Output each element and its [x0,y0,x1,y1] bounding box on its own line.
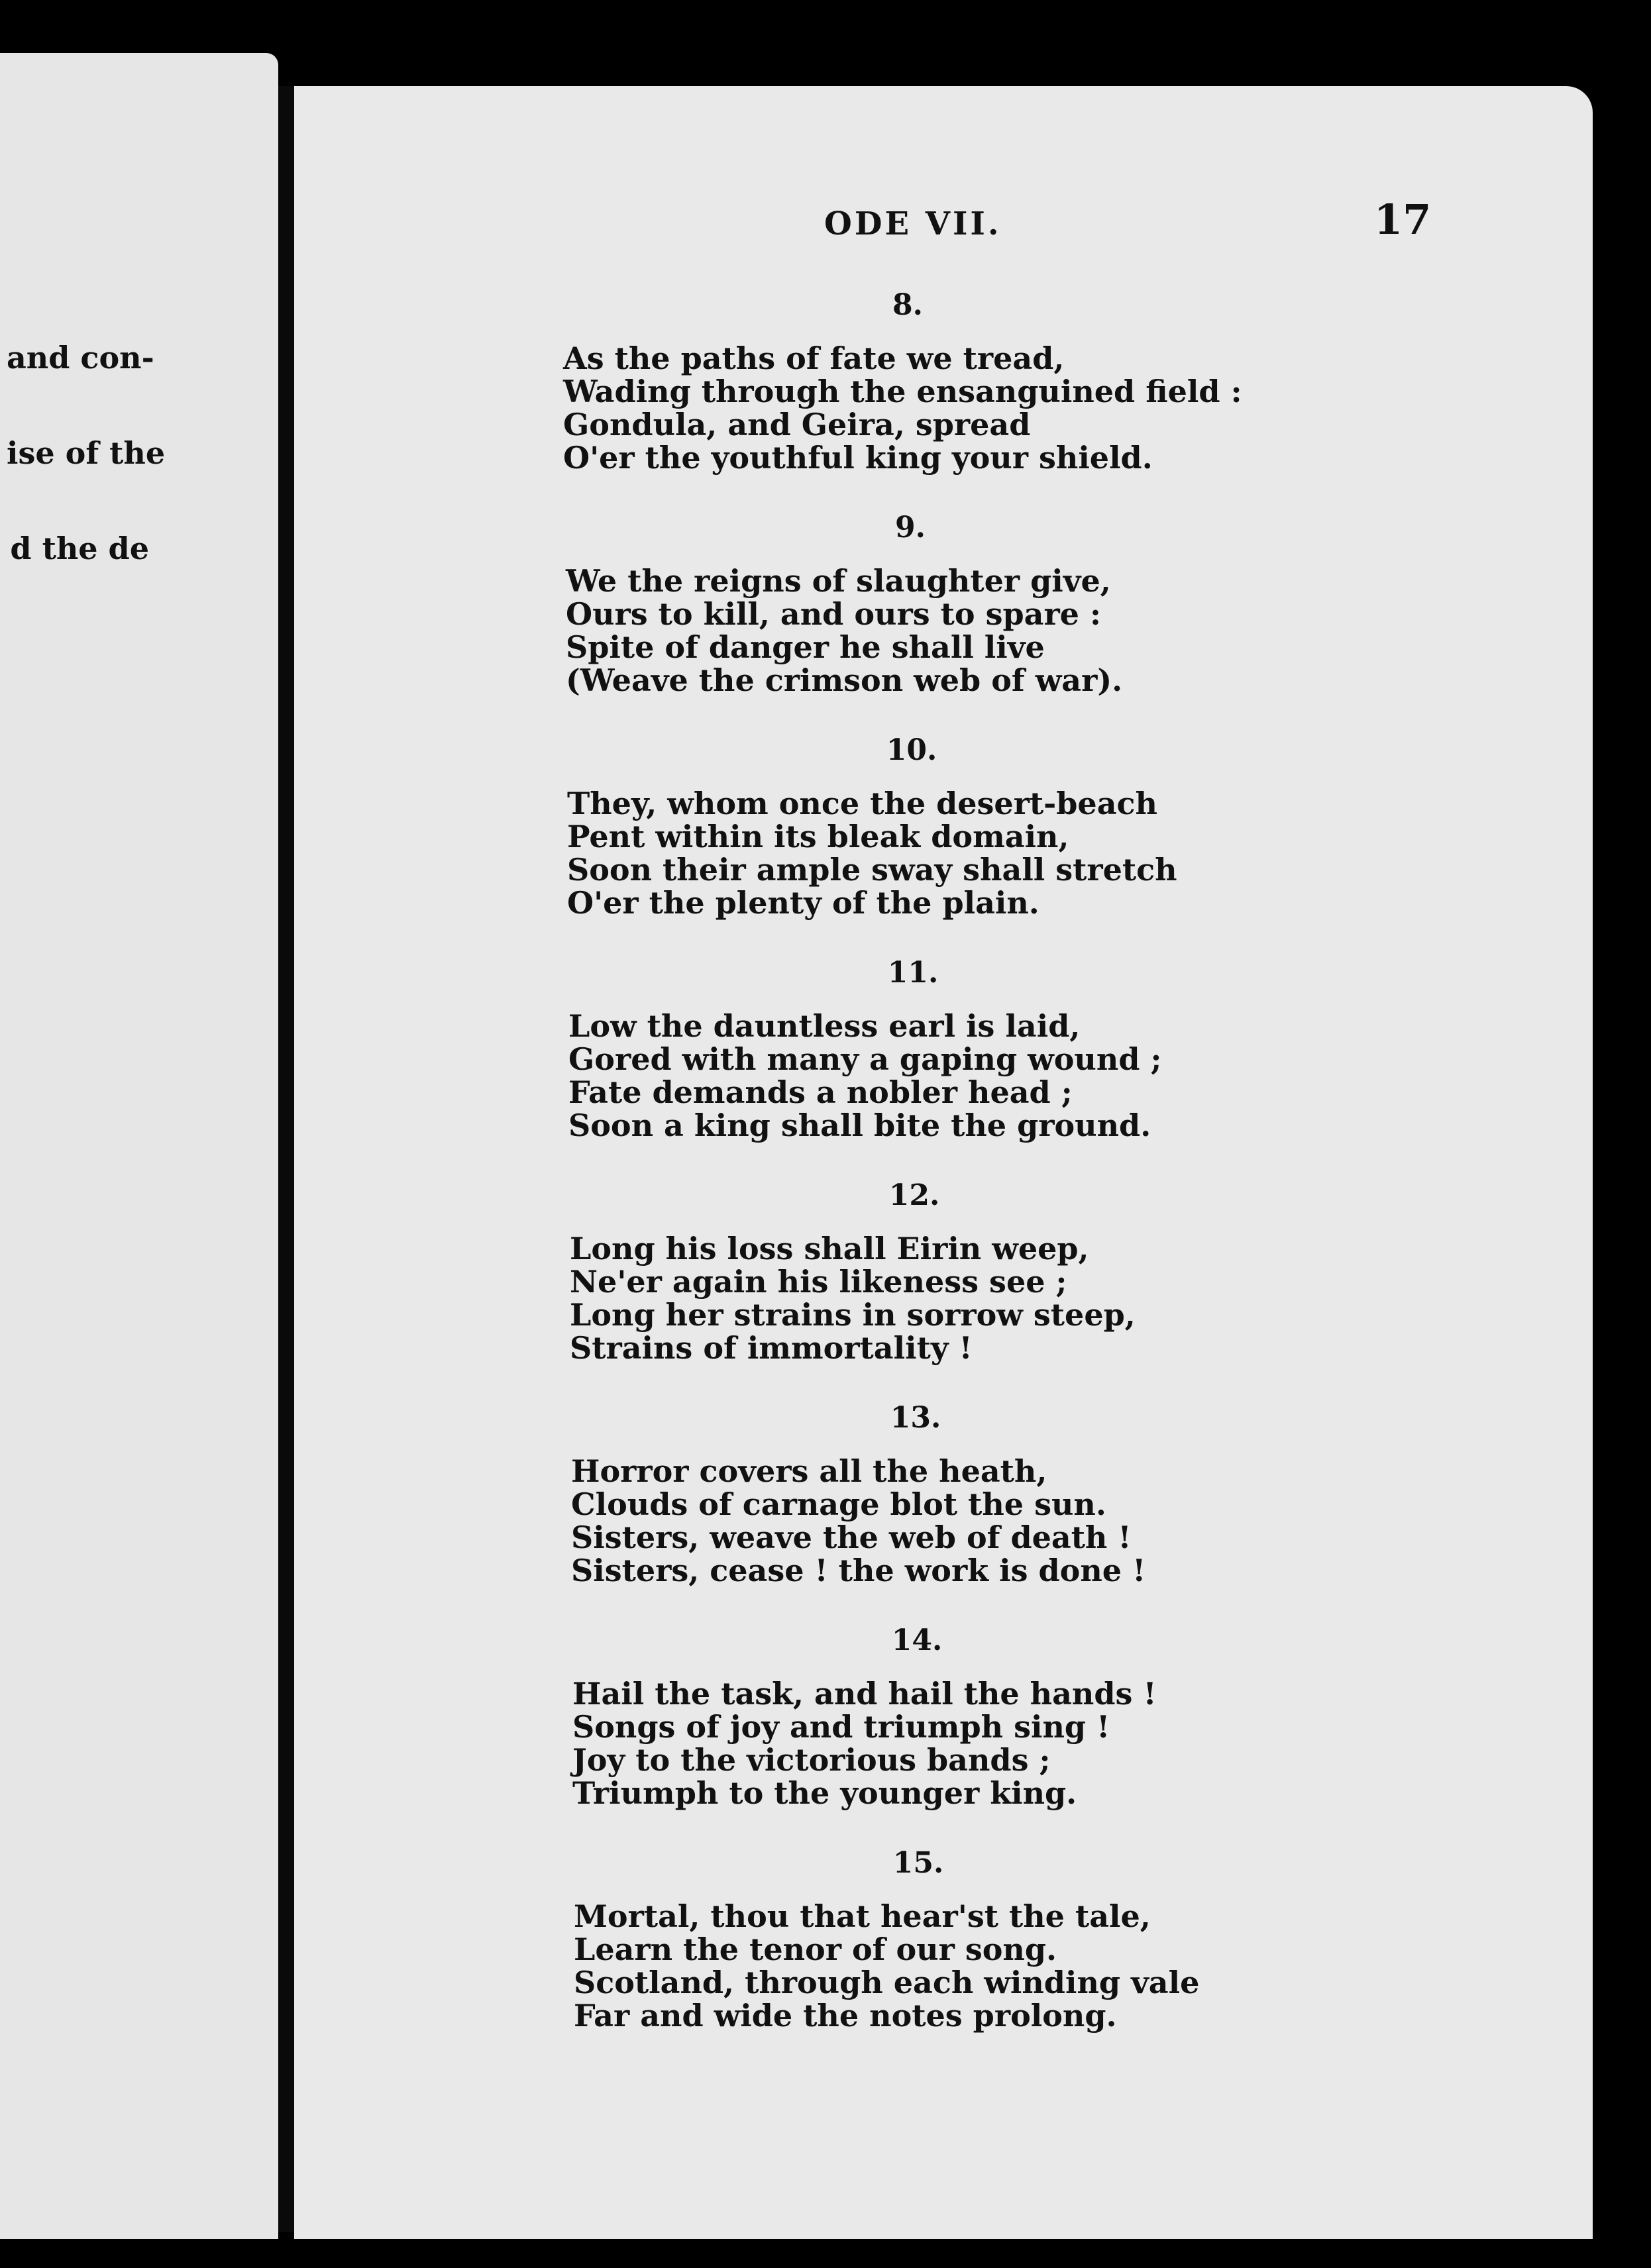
stanza-10 [567,730,1362,919]
left-fragment-line: d the de [10,531,149,566]
stanza-number: 11. [887,956,939,990]
verse-line: Gondula, and Geira, spread [563,407,1031,442]
verse-line: Spite of danger he shall live [566,629,1045,665]
verse-line: We the reigns of slaughter give, [566,563,1111,599]
verse-line: Wading through the ensanguined field : [563,374,1242,409]
verse-line: Triumph to the younger king. [572,1775,1077,1811]
verse-line: Long her strains in sorrow steep, [570,1297,1136,1333]
book-gutter [278,86,294,2232]
verse-line: Horror covers all the heath, [571,1453,1047,1489]
stanza-number: 15. [892,1846,944,1880]
verse-line: O'er the youthful king your shield. [563,440,1153,476]
verse-line: Far and wide the notes prolong. [574,1998,1117,2034]
book-page [294,86,1593,2239]
verse-line: They, whom once the desert-beach [567,786,1157,821]
verse-line: Fate demands a nobler head ; [568,1074,1073,1110]
verse-line: Clouds of carnage blot the sun. [571,1486,1106,1522]
verse-line: Hail the task, and hail the hands ! [572,1676,1157,1712]
verse-line: Pent within its bleak domain, [567,819,1069,854]
verse-line: Ours to kill, and ours to spare : [566,596,1101,632]
verse-line: Gored with many a gaping wound ; [568,1041,1162,1077]
left-fragment-line: ise of the [7,435,166,471]
left-page-text-fragments [7,278,166,628]
page-number: 17 [1374,195,1432,244]
verse-line: Scotland, through each winding vale [574,1965,1200,2000]
stanza-13 [571,1398,1366,1587]
stanza-14 [572,1620,1367,1810]
verse-line: Sisters, weave the web of death ! [571,1520,1132,1555]
verse-line: (Weave the crimson web of war). [566,662,1123,698]
verse-line: Songs of joy and triumph sing ! [572,1709,1110,1745]
left-fragment-line: and con- [7,340,154,376]
stanza-12 [570,1175,1365,1365]
stanza-number: 12. [888,1178,940,1212]
verse-line: As the paths of fate we tread, [563,340,1065,376]
stanza-number: 10. [886,733,937,767]
verse-line: Joy to the victorious bands ; [572,1742,1051,1778]
verse-line: Soon their ample sway shall stretch [567,852,1177,888]
verse-line: Ne'er again his likeness see ; [570,1264,1067,1300]
verse-line: Mortal, thou that hear'st the tale, [574,1898,1151,1934]
stanza-number: 8. [892,288,923,322]
verse-line: Low the dauntless earl is laid, [568,1008,1081,1044]
stanza-number: 9. [895,511,926,544]
verse-line: Long his loss shall Eirin weep, [570,1231,1089,1266]
verse-line: Soon a king shall bite the ground. [568,1108,1151,1143]
left-page-edge [0,53,278,2239]
verse-line: Sisters, cease ! the work is done ! [571,1553,1146,1588]
stanza-9 [566,507,1361,697]
stanza-number: 14. [891,1624,943,1657]
stanza-15 [574,1843,1369,2032]
stanza-number: 13. [890,1401,941,1435]
verse-line: Strains of immortality ! [570,1330,973,1366]
stanza-11 [568,953,1363,1142]
verse-line: Learn the tenor of our song. [574,1932,1057,1967]
stanza-8 [563,285,1358,474]
verse-line: O'er the plenty of the plain. [567,885,1039,921]
running-title: ODE VII. [824,205,1002,242]
